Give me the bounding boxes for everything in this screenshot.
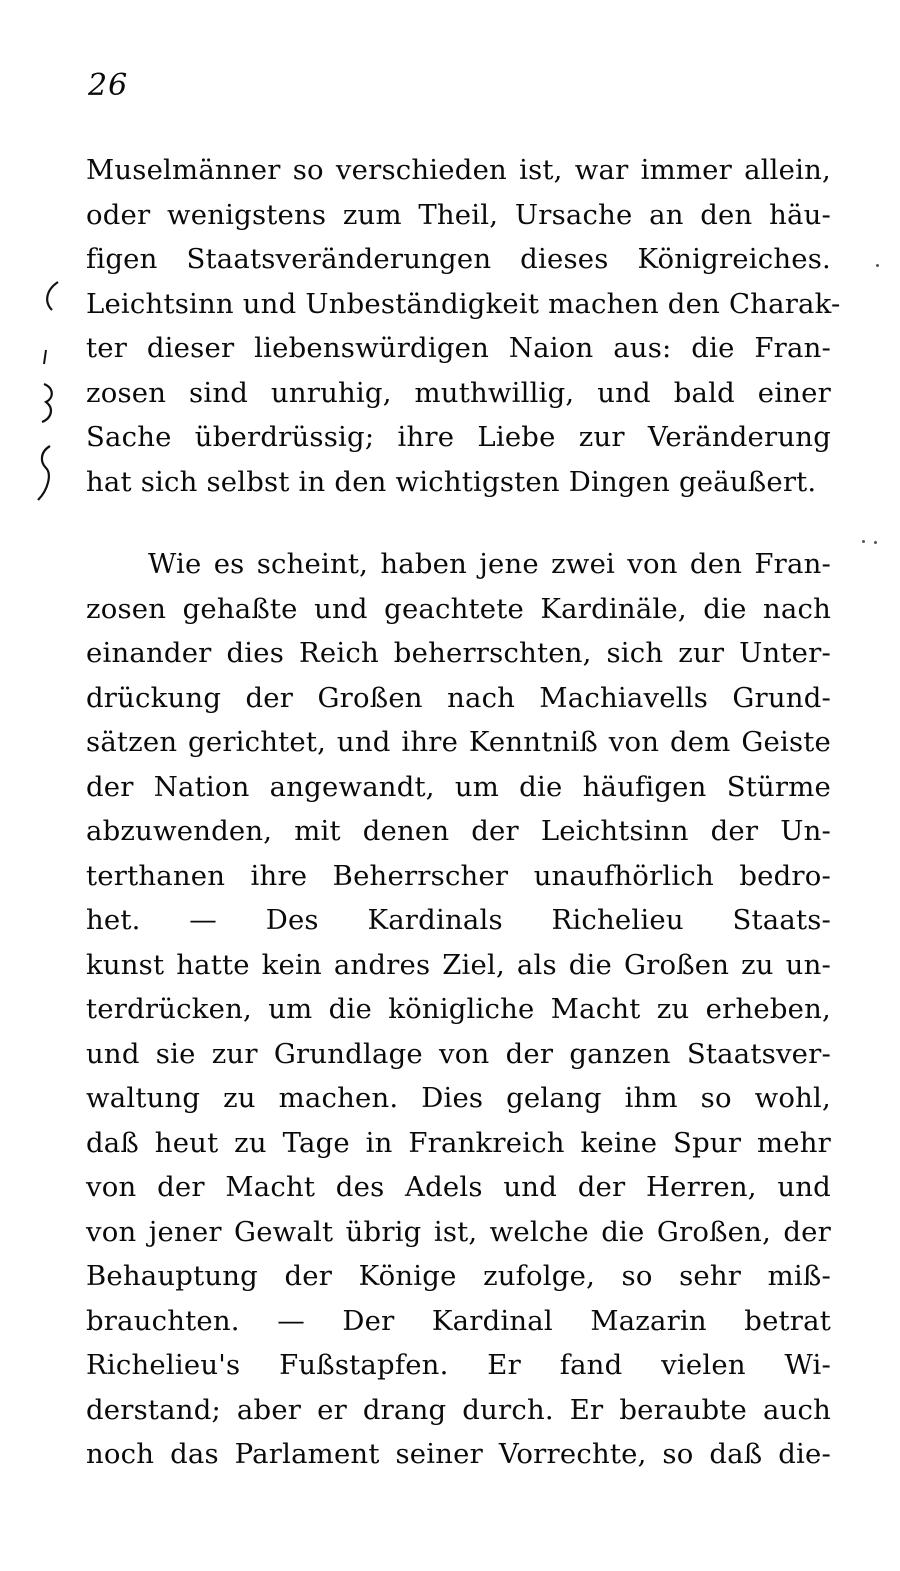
text-line: sätzen gerichtet, und ihre Kenntniß von dem Geiste	[86, 726, 831, 758]
text-line: brauchten. — Der Kardinal Mazarin betrat	[86, 1304, 831, 1337]
text-line: daß heut zu Tage in Frankreich keine Spur mehr	[86, 1126, 831, 1159]
text-line: figen Staatsveränderungen dieses Königreiches.	[86, 243, 831, 275]
text-line: einander dies Reich beherrschten, sich zur Unter-	[86, 637, 831, 669]
text-line: abzuwenden, mit denen der Leichtsinn der Un-	[86, 815, 831, 847]
text-line: Sache überdrüssig; ihre Liebe zur Veränderung	[86, 421, 831, 453]
paragraph-1	[86, 148, 841, 504]
text-line: Muselmänner so verschieden ist, war immer allein,	[86, 154, 831, 186]
text-line: waltung zu machen. Dies gelang ihm so wohl,	[86, 1082, 831, 1114]
text-line: Richelieu's Fußstapfen. Er fand vielen Wi-	[86, 1349, 831, 1381]
stray-mark	[862, 540, 865, 543]
margin-pencil-marks	[28, 280, 68, 510]
text-line: von der Macht des Adels und der Herren, und	[86, 1171, 831, 1203]
page-number: 26	[88, 68, 129, 103]
text-line: Wie es scheint, haben jene zwei von den Fran-	[148, 548, 831, 580]
text-line: der Nation angewandt, um die häufigen Stürme	[86, 770, 831, 803]
text-line: zosen gehaßte und geachtete Kardinäle, die nach	[86, 592, 831, 625]
text-line: derstand; aber er drang durch. Er beraubte auch	[86, 1393, 831, 1426]
text-line: ter dieser liebenswürdigen Naion aus: die Fran-	[86, 332, 831, 364]
text-line: und sie zur Grundlage von der ganzen Staatsver-	[86, 1037, 831, 1070]
stray-mark	[874, 541, 877, 544]
text-line: Behauptung der Könige zufolge, so sehr miß-	[86, 1260, 831, 1292]
paragraph-2	[86, 542, 831, 1477]
text-line: von jener Gewalt übrig ist, welche die Großen, der	[86, 1215, 831, 1248]
text-line: oder wenigstens zum Theil, Ursache an den häu-	[86, 198, 831, 231]
text-line: drückung der Großen nach Machiavells Grund-	[86, 681, 831, 714]
text-line: noch das Parlament seiner Vorrechte, so daß die-	[86, 1438, 831, 1470]
text-line: Leichtsinn und Unbeständigkeit machen den Charak-	[86, 287, 841, 320]
text-line: zosen sind unruhig, muthwillig, und bald einer	[86, 376, 831, 409]
text-line: kunst hatte kein andres Ziel, als die Großen zu un-	[86, 948, 831, 981]
text-line: het. — Des Kardinals Richelieu Staats-	[86, 904, 831, 936]
text-line: hat sich selbst in den wichtigsten Dingen geäußert.	[86, 465, 817, 498]
text-line: terthanen ihre Beherrscher unaufhörlich bedro-	[86, 859, 831, 892]
stray-mark	[876, 264, 879, 267]
text-line: terdrücken, um die königliche Macht zu erheben,	[86, 993, 831, 1025]
